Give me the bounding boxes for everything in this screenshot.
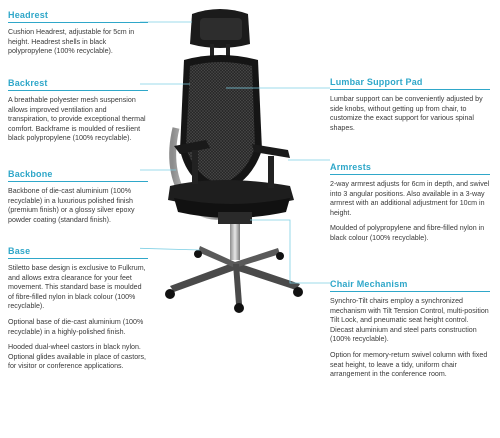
- section-backbone: [8, 169, 148, 231]
- section-lumbar: [330, 77, 490, 139]
- base-title: Base: [8, 246, 31, 256]
- lumbar-text: Lumbar support can be conveniently adjusted by side knobs, without getting up from chair, to customize the exact support for various spinal shapes.: [330, 95, 483, 132]
- mechanism-text-1: Synchro-Tilt chairs employ a synchronized mechanism with Tilt Tension Control, multi-position Tilt Lock, and pneumatic seat height control. Diecast aluminium and steel parts construction (100% recyclable).: [330, 297, 489, 344]
- armrests-title: Armrests: [330, 162, 372, 172]
- headrest-text: Cushion Headrest, adjustable for 5cm in height. Headrest shells in black polypropylene (100% recyclable).: [8, 28, 135, 56]
- backbone-text: Backbone of die-cast aluminium (100% recyclable) in a luxurious polished finish (premium finish) or a glossy silver epoxy powder coating (standard finish).: [8, 187, 135, 224]
- base-text-3: Hooded dual-wheel castors in black nylon. Optional glides available in place of castors, for visitor or conference applications.: [8, 343, 147, 371]
- base-text-1: Stiletto base design is exclusive to Fulkrum, and allows extra clearance for your feet movement. This standard base is moulded of fibre-filled nylon in black colour (100% recyclable).: [8, 264, 146, 311]
- divider: [330, 89, 490, 90]
- section-headrest: [8, 10, 148, 63]
- section-base: [8, 246, 148, 378]
- mechanism-title: Chair Mechanism: [330, 279, 408, 289]
- section-mechanism: [330, 279, 490, 386]
- base-text-2: Optional base of die-cast aluminium (100% recyclable) in a highly-polished finish.: [8, 317, 144, 336]
- armrests-text-1: 2-way armrest adjusts for 6cm in depth, and swivel into 3 angular positions. Also available in a 3-way armrest with an additional adjustment for 10cm in height.: [330, 180, 490, 217]
- divider: [8, 90, 148, 91]
- divider: [8, 22, 148, 23]
- divider: [8, 258, 148, 259]
- office-chair-illustration: [140, 0, 340, 438]
- divider: [330, 291, 490, 292]
- mechanism-text-2: Option for memory-return swivel column with fixed seat height, to leave a tidy, uniform chair arrangement in the conference room.: [330, 350, 488, 379]
- backbone-title: Backbone: [8, 169, 53, 179]
- headrest-title: Headrest: [8, 10, 49, 20]
- backrest-text: A breathable polyester mesh suspension allows improved ventilation and transpiration, to provide exceptional thermal comfort. Backframe is moulded of resilient black polypropylene (100% recyclable).: [8, 96, 146, 143]
- lumbar-title: Lumbar Support Pad: [330, 77, 423, 87]
- divider: [330, 174, 490, 175]
- backrest-title: Backrest: [8, 78, 48, 88]
- armrests-text-2: Moulded of polypropylene and fibre-filled nylon in black colour (100% recyclable).: [330, 224, 485, 242]
- divider: [8, 181, 148, 182]
- section-armrests: [330, 162, 490, 250]
- section-backrest: [8, 78, 148, 150]
